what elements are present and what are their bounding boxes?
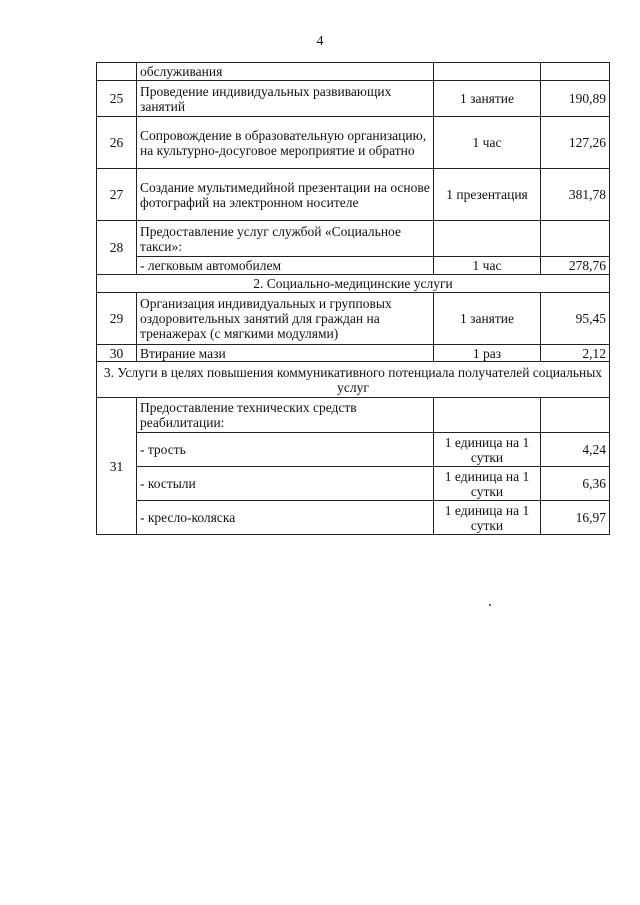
row-number: 28 <box>97 221 137 275</box>
price-cell: 2,12 <box>541 345 610 362</box>
unit-cell <box>434 63 541 81</box>
row-number <box>97 63 137 81</box>
service-name: Предоставление технических средств реабилитации: <box>137 398 434 433</box>
services-tariff-table <box>96 62 610 535</box>
service-name: Проведение индивидуальных развивающих занятий <box>137 81 434 117</box>
price-cell: 95,45 <box>541 293 610 345</box>
service-subitem-name: - кресло-коляска <box>137 501 434 535</box>
page-number: 4 <box>316 34 324 49</box>
row-number: 31 <box>97 398 137 535</box>
table-row <box>97 63 610 81</box>
table-row <box>97 293 610 345</box>
table-row <box>97 81 610 117</box>
service-name: Сопровождение в образовательную организацию, на культурно-досуговое мероприятие и обратно <box>137 117 434 169</box>
table-row <box>97 117 610 169</box>
price-cell: 127,26 <box>541 117 610 169</box>
section-header-row <box>97 362 610 398</box>
unit-cell: 1 единица на 1 сутки <box>434 467 541 501</box>
table-row <box>97 501 610 535</box>
table-row <box>97 257 610 275</box>
unit-cell: 1 единица на 1 сутки <box>434 501 541 535</box>
section-title: 3. Услуги в целях повышения коммуникативного потенциала получателей социальных услуг <box>97 362 610 398</box>
unit-cell: 1 занятие <box>434 81 541 117</box>
service-name: Предоставление услуг службой «Социальное такси»: <box>137 221 434 257</box>
price-cell: 381,78 <box>541 169 610 221</box>
row-number: 27 <box>97 169 137 221</box>
unit-cell: 1 презентация <box>434 169 541 221</box>
unit-cell: 1 единица на 1 сутки <box>434 433 541 467</box>
price-cell: 4,24 <box>541 433 610 467</box>
price-cell <box>541 221 610 257</box>
unit-cell: 1 час <box>434 117 541 169</box>
section-title: 2. Социально-медицинские услуги <box>97 275 610 293</box>
price-cell: 278,76 <box>541 257 610 275</box>
service-name: Втирание мази <box>137 345 434 362</box>
stray-mark <box>489 604 491 606</box>
service-subitem-name: - костыли <box>137 467 434 501</box>
table-row <box>97 398 610 433</box>
row-number: 29 <box>97 293 137 345</box>
unit-cell <box>434 221 541 257</box>
price-cell <box>541 398 610 433</box>
service-name: Создание мультимедийной презентации на основе фотографий на электронном носителе <box>137 169 434 221</box>
service-name: обслуживания <box>137 63 434 81</box>
service-subitem-name: - легковым автомобилем <box>137 257 434 275</box>
unit-cell: 1 раз <box>434 345 541 362</box>
row-number: 25 <box>97 81 137 117</box>
table-row <box>97 345 610 362</box>
service-subitem-name: - трость <box>137 433 434 467</box>
table-row <box>97 467 610 501</box>
table-row <box>97 433 610 467</box>
table-row <box>97 221 610 257</box>
service-name: Организация индивидуальных и групповых оздоровительных занятий для граждан на тренажерах (с мягкими модулями) <box>137 293 434 345</box>
price-cell <box>541 63 610 81</box>
price-cell: 6,36 <box>541 467 610 501</box>
unit-cell <box>434 398 541 433</box>
row-number: 26 <box>97 117 137 169</box>
row-number: 30 <box>97 345 137 362</box>
price-cell: 190,89 <box>541 81 610 117</box>
table-row <box>97 169 610 221</box>
unit-cell: 1 занятие <box>434 293 541 345</box>
unit-cell: 1 час <box>434 257 541 275</box>
price-cell: 16,97 <box>541 501 610 535</box>
section-header-row <box>97 275 610 293</box>
